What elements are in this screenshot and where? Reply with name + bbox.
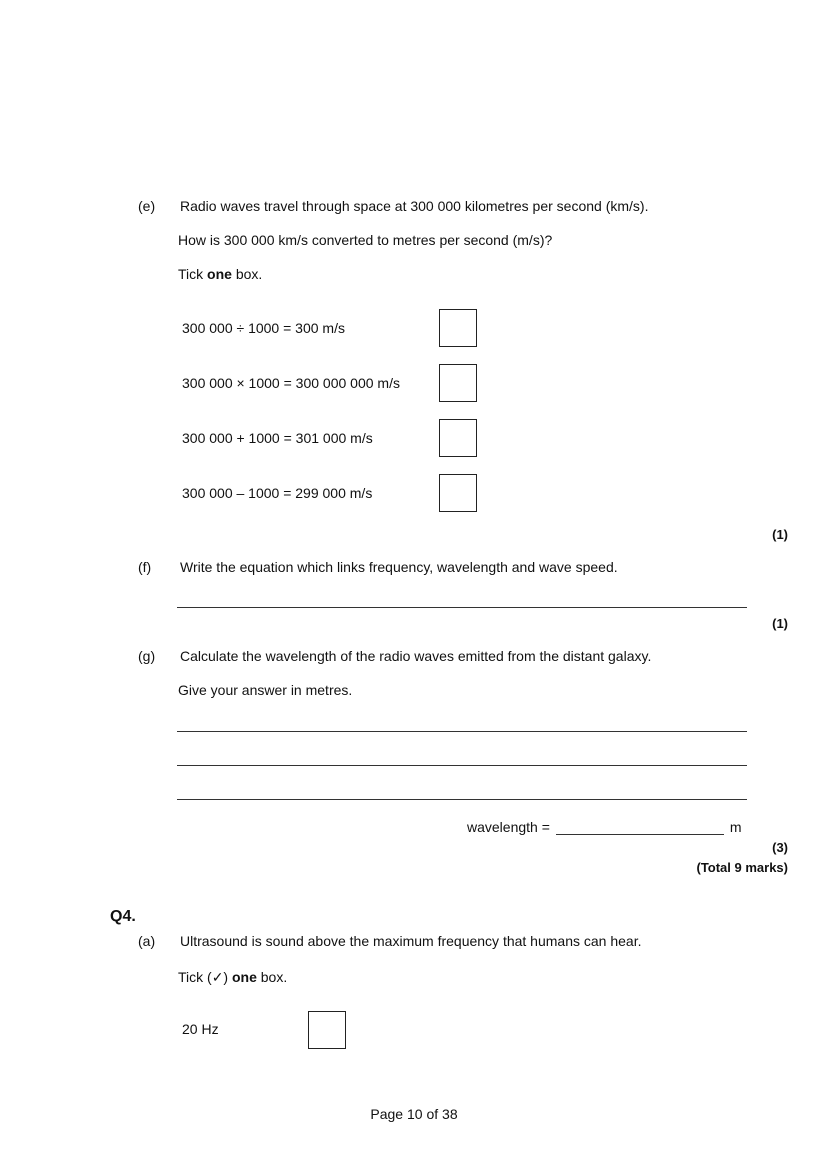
part-g-instruction: Give your answer in metres. xyxy=(178,682,353,698)
part-e-question: How is 300 000 km/s converted to metres per second (m/s)? xyxy=(178,232,553,248)
part-e-text: Radio waves travel through space at 300 000 kilometres per second (km/s). xyxy=(180,198,649,214)
option-4-checkbox[interactable] xyxy=(439,474,477,512)
option-2-label: 300 000 × 1000 = 300 000 000 m/s xyxy=(182,375,400,391)
option-1-checkbox[interactable] xyxy=(439,309,477,347)
wavelength-unit: m xyxy=(729,819,742,835)
part-g-working-line-2[interactable] xyxy=(177,765,747,766)
part-f-label: (f) xyxy=(138,559,152,575)
part-g-marks: (3) xyxy=(772,840,788,855)
option-4-label: 300 000 – 1000 = 299 000 m/s xyxy=(182,485,373,501)
option-3-label: 300 000 + 1000 = 301 000 m/s xyxy=(182,430,373,446)
page-number: 10 xyxy=(406,1106,423,1122)
instruction-bold: one xyxy=(231,969,257,985)
question-number: Q4. xyxy=(110,908,136,925)
q4-option-1-label: 20 Hz xyxy=(182,1021,219,1037)
part-e-marks: (1) xyxy=(772,527,788,542)
wavelength-answer-field[interactable] xyxy=(556,820,724,835)
q4-part-a-label: (a) xyxy=(138,933,156,949)
part-e-label: (e) xyxy=(138,198,156,214)
page-total: 38 xyxy=(442,1106,458,1122)
instruction-suffix: box. xyxy=(256,969,288,985)
part-g-working-line-1[interactable] xyxy=(177,731,747,732)
part-f-text: Write the equation which links frequency, wavelength and wave speed. xyxy=(180,559,618,575)
option-1-label: 300 000 ÷ 1000 = 300 m/s xyxy=(182,320,345,336)
instruction-prefix: Tick xyxy=(178,266,208,282)
of-label: of xyxy=(426,1106,439,1122)
q4-option-1-checkbox[interactable] xyxy=(308,1011,346,1049)
q4-part-a-instruction xyxy=(178,969,287,986)
wavelength-label: wavelength = xyxy=(467,819,550,835)
part-g-text: Calculate the wavelength of the radio waves emitted from the distant galaxy. xyxy=(180,648,652,664)
instruction-bold: one xyxy=(207,266,232,282)
part-e-instruction xyxy=(178,266,262,282)
part-g-label: (g) xyxy=(138,648,156,664)
page-label: Page xyxy=(370,1106,404,1122)
option-3-checkbox[interactable] xyxy=(439,419,477,457)
q4-part-a-text: Ultrasound is sound above the maximum frequency that humans can hear. xyxy=(180,933,642,949)
part-f-marks: (1) xyxy=(772,616,788,631)
part-f-answer-line[interactable] xyxy=(177,607,747,608)
total-marks: (Total 9 marks) xyxy=(696,860,788,875)
part-g-working-line-3[interactable] xyxy=(177,799,747,800)
instruction-prefix: Tick (✓) xyxy=(178,969,232,985)
wavelength-answer-row xyxy=(467,819,742,835)
instruction-suffix: box. xyxy=(231,266,263,282)
option-2-checkbox[interactable] xyxy=(439,364,477,402)
page-footer xyxy=(0,1106,828,1122)
